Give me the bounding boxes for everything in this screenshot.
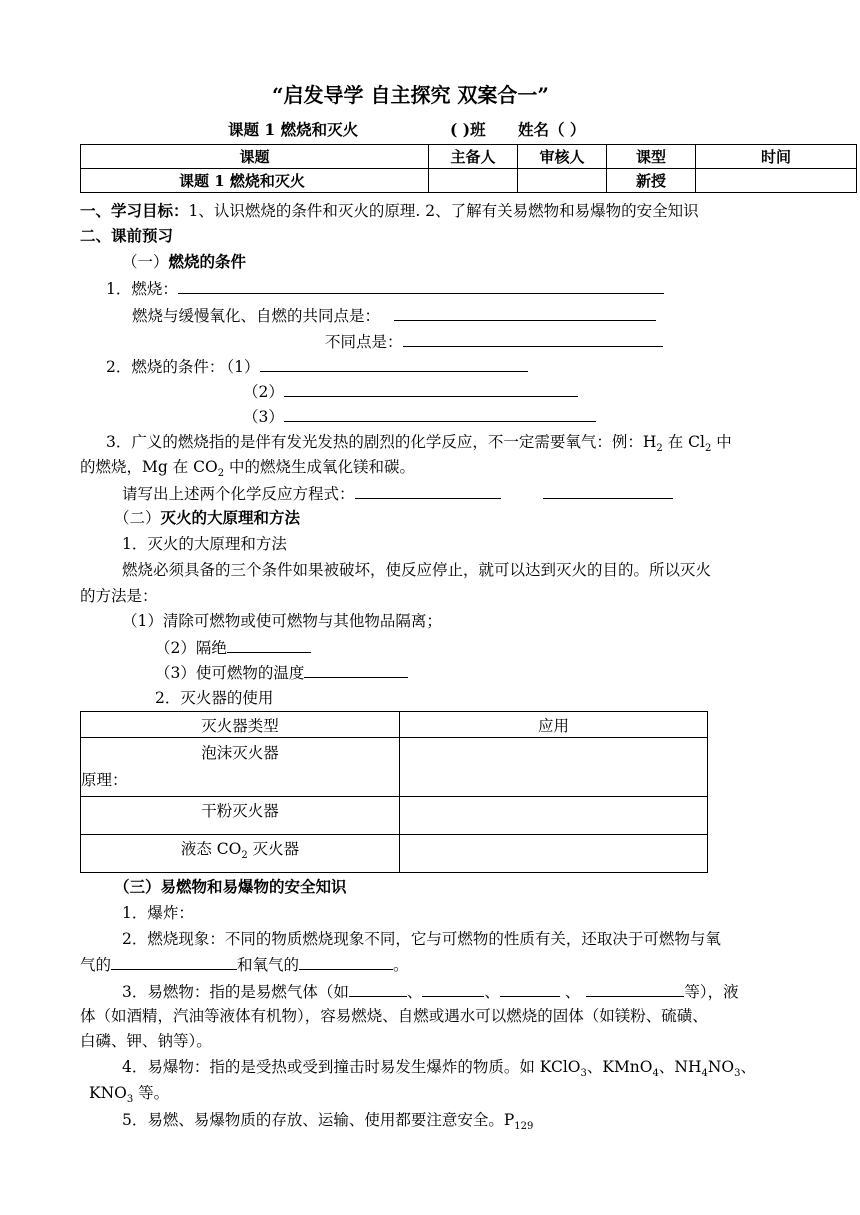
q-flammable-c: 白磷、钾、钠等）。: [80, 1032, 212, 1050]
ext-powder: [81, 797, 400, 835]
q-phenomenon-a: 2．燃烧现象：不同的物质燃烧现象不同，它与可燃物的性质有关，还取决于可燃物与氧: [122, 930, 721, 948]
q-flammable-b: 体（如酒精，汽油等液体有机物），容易燃烧、自燃或遇水可以燃烧的固体（如镁粉、硫磺、: [80, 1007, 708, 1025]
lesson-topic: 课题 1 燃烧和灭火: [228, 120, 359, 139]
ext-foam-name: 泡沫灭火器: [201, 744, 279, 762]
answer-blank[interactable]: [403, 331, 663, 347]
answer-blank[interactable]: [227, 637, 311, 653]
col-lesson-type: 课型: [607, 145, 696, 169]
part2-title-text: 灭火的大原理和方法: [160, 508, 301, 527]
q2b-c: 。: [393, 956, 409, 974]
answer-blank[interactable]: [284, 406, 596, 422]
q3a-a: 3．易燃物：指的是易燃气体（如: [122, 983, 349, 1001]
c2-label: （2）: [243, 383, 284, 401]
q3-text-e: 中的燃烧生成氧化镁和碳。: [224, 458, 416, 476]
part2-para1b: 的方法是：: [80, 587, 158, 605]
cl2-subscript: 2: [704, 443, 712, 455]
ext-co2-sub: 2: [241, 850, 248, 862]
q2-label: 2．燃烧的条件：: [106, 358, 225, 376]
col-reviewer: 审核人: [518, 145, 607, 169]
q1-label: 1．燃烧：: [106, 280, 178, 298]
q3-ask: 请写出上述两个化学反应方程式：: [122, 485, 355, 503]
q3-equations: [122, 483, 673, 504]
cell-reviewer: [518, 169, 607, 193]
sub-nh4: 4: [701, 1068, 708, 1080]
cell-time: [696, 169, 857, 193]
q4-m3: NO: [707, 1058, 735, 1076]
answer-blank[interactable]: [543, 483, 673, 499]
ext-col-use: 应用: [400, 712, 708, 738]
sep-1: 、: [406, 983, 423, 1001]
answer-blank[interactable]: [500, 981, 560, 997]
h2-subscript: 2: [656, 443, 663, 455]
c3-label: （3）: [243, 408, 284, 426]
class-label: ( )班: [450, 120, 486, 139]
q-explosion: 1．爆炸：: [122, 904, 194, 922]
q2b-b: 和氧气的: [237, 956, 300, 974]
q3-text-a: 3．广义的燃烧指的是伴有发光发热的剧烈的化学反应，不一定需要氧气：例：H: [106, 433, 657, 451]
part2-para1: 燃烧必须具备的三个条件如果被破坏，使反应停止，就可以达到灭火的目的。所以灭火: [122, 561, 712, 579]
sub-kno3: 3: [126, 1094, 134, 1106]
page-ref-sub: 129: [514, 1121, 534, 1133]
ext-powder-name: 干粉灭火器: [201, 802, 279, 820]
sub-kclo3: 3: [580, 1068, 587, 1080]
q4-m4: 、: [740, 1058, 757, 1076]
q-phenomenon-b: [80, 954, 409, 975]
q3-line2: [80, 457, 416, 480]
q-flammable-a: [122, 981, 739, 1002]
ext-foam: [81, 738, 400, 797]
answer-blank[interactable]: [422, 981, 484, 997]
part2-paren: （二）: [114, 509, 161, 527]
name-label: 姓名（ ）: [518, 120, 586, 139]
cell-topic: 课题 1 燃烧和灭火: [81, 169, 429, 193]
cell-lesson-type: 新授: [607, 169, 696, 193]
answer-blank[interactable]: [111, 954, 237, 970]
sep-2: 、: [484, 983, 500, 1001]
q4-m1: 、KMnO: [586, 1058, 653, 1076]
part1-title: [122, 252, 246, 272]
ext-co2-a: 液态 CO: [180, 840, 242, 858]
q2b-a: 气的: [80, 956, 112, 974]
col-preparer: 主备人: [429, 145, 518, 169]
part1-paren: （一）: [122, 253, 169, 271]
q4a: 4．易爆物：指的是受热或受到撞击时易发生爆炸的物质。如 KClO: [122, 1058, 581, 1076]
part2-title: [114, 508, 300, 528]
q-safety: [122, 1110, 534, 1133]
learning-goals: [80, 201, 699, 221]
q2-conditions: [106, 356, 528, 377]
q-explosive-a: [122, 1057, 757, 1080]
part2-sub1: 1．灭火的大原理和方法: [122, 535, 287, 553]
c1-label: （1）: [226, 358, 260, 376]
ext-col-type: 灭火器类型: [81, 712, 400, 738]
part3-title: （三）易燃物和易爆物的安全知识: [114, 877, 347, 896]
m2-label: （2）隔绝: [155, 639, 227, 657]
ext-foam-use[interactable]: [400, 738, 708, 797]
ext-foam-note: 原理：: [81, 771, 128, 789]
answer-blank[interactable]: [349, 981, 407, 997]
q3-line1: [106, 432, 732, 455]
method-3: [155, 662, 408, 683]
ext-powder-use[interactable]: [400, 797, 708, 835]
ext-co2-use[interactable]: [400, 835, 708, 873]
q4b-end: 等。: [133, 1084, 170, 1102]
part2-sub2: 2．灭火器的使用: [155, 689, 274, 707]
q3a-end: 等），液: [684, 983, 739, 1001]
answer-blank[interactable]: [260, 356, 528, 372]
answer-blank[interactable]: [586, 981, 684, 997]
ext-co2-name: [81, 839, 399, 862]
q1b-difference: [325, 331, 663, 352]
cell-preparer: [429, 169, 518, 193]
q4b: KNO: [89, 1084, 127, 1102]
col-time: 时间: [696, 145, 857, 169]
answer-blank[interactable]: [284, 381, 578, 397]
part1-title-text: 燃烧的条件: [168, 252, 247, 271]
q4-m2: 、NH: [658, 1058, 702, 1076]
section1-text: 1、认识燃烧的条件和灭火的原理. 2、了解有关易燃物和易爆物的安全知识: [188, 202, 699, 220]
extinguisher-table: [80, 711, 708, 873]
method-2: [155, 637, 311, 658]
q1a-label: 燃烧与缓慢氧化、自燃的共同点是：: [132, 307, 381, 325]
m3-label: （3）使可燃物的温度: [155, 664, 305, 682]
q1a-common: [132, 305, 656, 326]
co2-subscript: 2: [217, 468, 225, 480]
lesson-info-table: [80, 144, 857, 193]
method-1: （1）清除可燃物或使可燃物与其他物品隔离；: [122, 612, 442, 630]
answer-blank[interactable]: [355, 483, 501, 499]
section2-heading: 二、课前预习: [80, 226, 174, 245]
q3-text-c: 中: [711, 433, 732, 451]
answer-blank[interactable]: [178, 278, 664, 294]
answer-blank[interactable]: [299, 954, 393, 970]
q3-text-b: 在 Cl: [662, 433, 705, 451]
page-title: “启发导学 自主探究 双案合一”: [272, 83, 549, 107]
answer-blank[interactable]: [304, 662, 408, 678]
q3-text-d: 的燃烧，Mg 在 CO: [80, 458, 218, 476]
ext-co2-b: 灭火器: [247, 840, 300, 858]
q1b-label: 不同点是：: [325, 333, 403, 351]
section1-heading: 一、学习目标：: [80, 201, 189, 220]
condition-2: [243, 381, 578, 402]
col-topic: 课题: [81, 145, 429, 169]
sep-3: 、: [559, 983, 581, 1001]
ext-co2: [81, 835, 400, 873]
sub-kmno4: 4: [652, 1068, 659, 1080]
q5: 5．易燃、易爆物质的存放、运输、使用都要注意安全。P: [122, 1111, 515, 1129]
q-explosive-b: [89, 1083, 170, 1106]
q1-combustion: [106, 278, 664, 299]
sub-no3: 3: [734, 1068, 741, 1080]
condition-3: [243, 406, 596, 427]
answer-blank[interactable]: [394, 305, 656, 321]
